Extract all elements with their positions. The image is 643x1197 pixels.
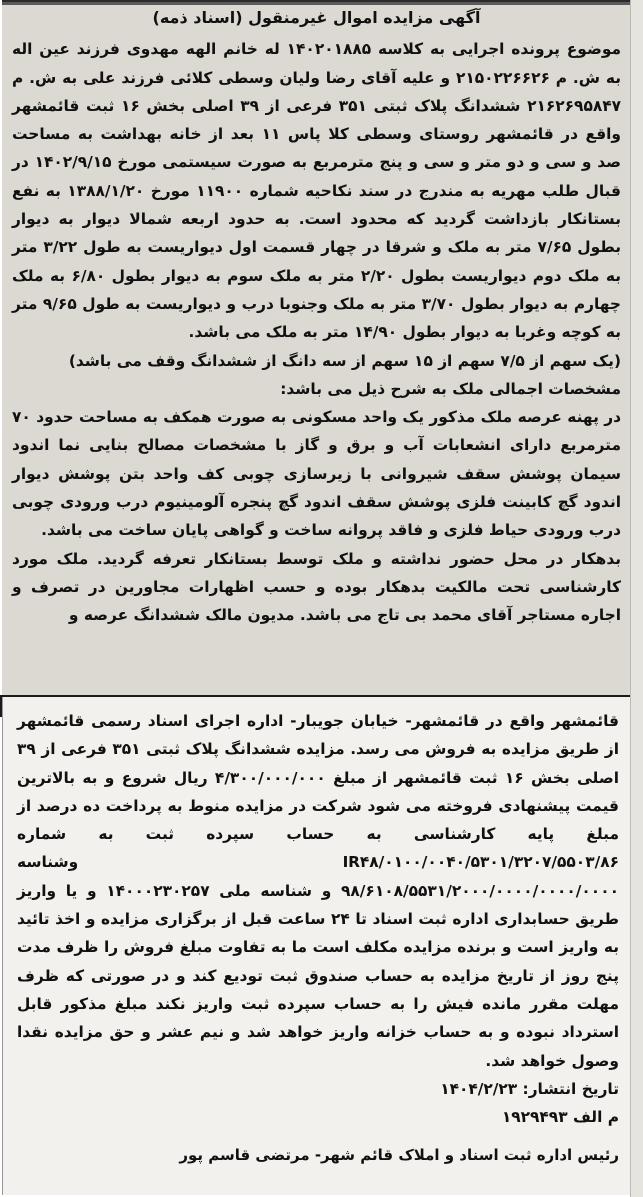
reference-number: م الف ۱۹۲۹۴۹۳	[501, 1108, 619, 1127]
publish-date: تاریخ انتشار: ۱۴۰۴/۲/۲۳	[440, 1079, 619, 1098]
notice-top-clipping	[2, 0, 631, 695]
notice-bottom-clipping	[2, 697, 631, 1195]
notice-paragraph-specs-heading: مشخصات اجمالی ملک به شرح ذیل می باشد:	[280, 379, 621, 398]
notice-title: آگهی مزایده اموال غیرمنقول (اسناد ذمه)	[152, 8, 481, 27]
notice-paragraph-waqf-share: (یک سهم از ۷/۵ سهم از ۱۵ سهم از سه دانگ از ششدانگ وقف می باشد)	[68, 351, 621, 370]
page-edge-strip	[630, 0, 643, 1197]
signature-line: رئیس اداره ثبت اسناد و املاک قائم شهر- مرتضی قاسم پور	[179, 1146, 619, 1165]
notice-paragraph-auction-terms: قائمشهر واقع در قائمشهر- خیابان جویبار- اداره اجرای اسناد رسمی قائمشهر از طریق مزایده به فروش می رسد. مزایده ششدانگ پلاک ثبتی ۳۵۱ فرعی از ۳۹ اصلی بخش ۱۶ ثبت قائمشهر از مبلغ ۴/۳۰۰/۰۰۰/۰۰۰ ریال شروع و به بالاترین قیمت پیشنهادی فروخته می شود شرکت در مزایده منوط به پرداخت ده درصد از مبلغ پایه کارشناسی به حساب سپرده ثبت به شماره IR۴۸/۰۱۰۰/۰۰۴۰/۵۳۰۱/۳۲۰۷/۵۵۰۳/۸۶ وشناسه ۹۸/۶۱۰۸/۵۵۳۱/۲۰۰۰/۰۰۰۰/۰۰۰۰/۰۰۰۰ و شناسه ملی ۱۴۰۰۰۲۳۰۲۵۷ و یا واریز طریق حسابداری اداره ثبت اسناد تا ۲۴ ساعت قبل از برگزاری مزایده و اخذ تائید به واریز است و برنده مزایده مکلف است ما به تفاوت مبلغ فروش را ظرف مدت پنج روز از تاریخ مزایده به حساب صندوق ثبت تودیع کند و در صورتی که ظرف مهلت مقرر مانده فیش را به حساب سپرده ثبت واریز نکند مبلغ مذکور قابل استرداد نبوده و به حساب خزانه واریز خواهد شد و نیم عشر و حق مزایده نقدا وصول خواهد شد.	[17, 712, 620, 1070]
notice-paragraph-subject: موضوع پرونده اجرایی به کلاسه ۱۴۰۲۰۱۸۸۵ له خانم الهه مهدوی فرزند عین اله به ش. م ۲۱۵۰۲۲۶۶۲۶ و علیه آقای رضا ولیان وسطی کلائی فرزند علی به ش. م ۲۱۶۲۶۹۵۸۴۷ ششدانگ پلاک ثبتی ۳۵۱ فرعی از ۳۹ اصلی بخش ۱۶ ثبت قائمشهر واقع در قائمشهر روستای وسطی کلا پاس ۱۱ بعد از خانه بهداشت به مساحت صد و سی و دو متر و سی و پنج مترمربع به صورت سیستمی مورخ ۱۴۰۲/۹/۱۵ در قبال طلب مهریه به مندرج در سند نکاحیه شماره ۱۱۹۰۰ مورخ ۱۳۸۸/۱/۲۰ به نفع بستانکار بازداشت گردید که محدود است. به حدود اربعه شمالا دیوار به دیوار بطول ۷/۶۵ متر به ملک و شرقا در چهار قسمت اول دیواریست به طول ۳/۲۲ متر به ملک دوم دیواریست بطول ۲/۲۰ متر به ملک سوم به دیوار بطول ۶/۸۰ به ملک چهارم به دیوار بطول ۳/۷۰ متر به ملک وجنوبا درب و دیواریست به طول ۹/۶۵ متر به کوچه وغربا به دیوار بطول ۱۴/۹۰ متر به ملک می باشد.	[12, 40, 622, 342]
torn-edge	[2, 2, 631, 5]
notice-paragraph-occupancy: بدهکار در محل حضور نداشته و ملک توسط بستانکار تعرفه گردید. ملک مورد کارشناسی تحت مالکیت بدهکار بوده و حسب اظهارات مجاورین در تصرف و اجاره مستاجر آقای محمد بی تاج می باشد. مدیون مالک ششدانگ عرصه و	[12, 549, 621, 625]
notice-paragraph-building-specs: در پهنه عرصه ملک مذکور یک واحد مسکونی به صورت همکف به مساحت حدود ۷۰ مترمربع دارای انشعابات آب و برق و گاز با مشخصات مصالح بنایی نما اندود سیمان پوشش سقف شیروانی با زیرسازی چوبی کف واحد بتن پوشش دیوار اندود گچ کابینت فلزی پوشش سقف اندود گچ پنجره آلومینیوم درب ورودی چوبی درب ورودی حیاط فلزی و فاقد پروانه ساخت و گواهی پایان ساخت می باشد.	[12, 408, 621, 540]
